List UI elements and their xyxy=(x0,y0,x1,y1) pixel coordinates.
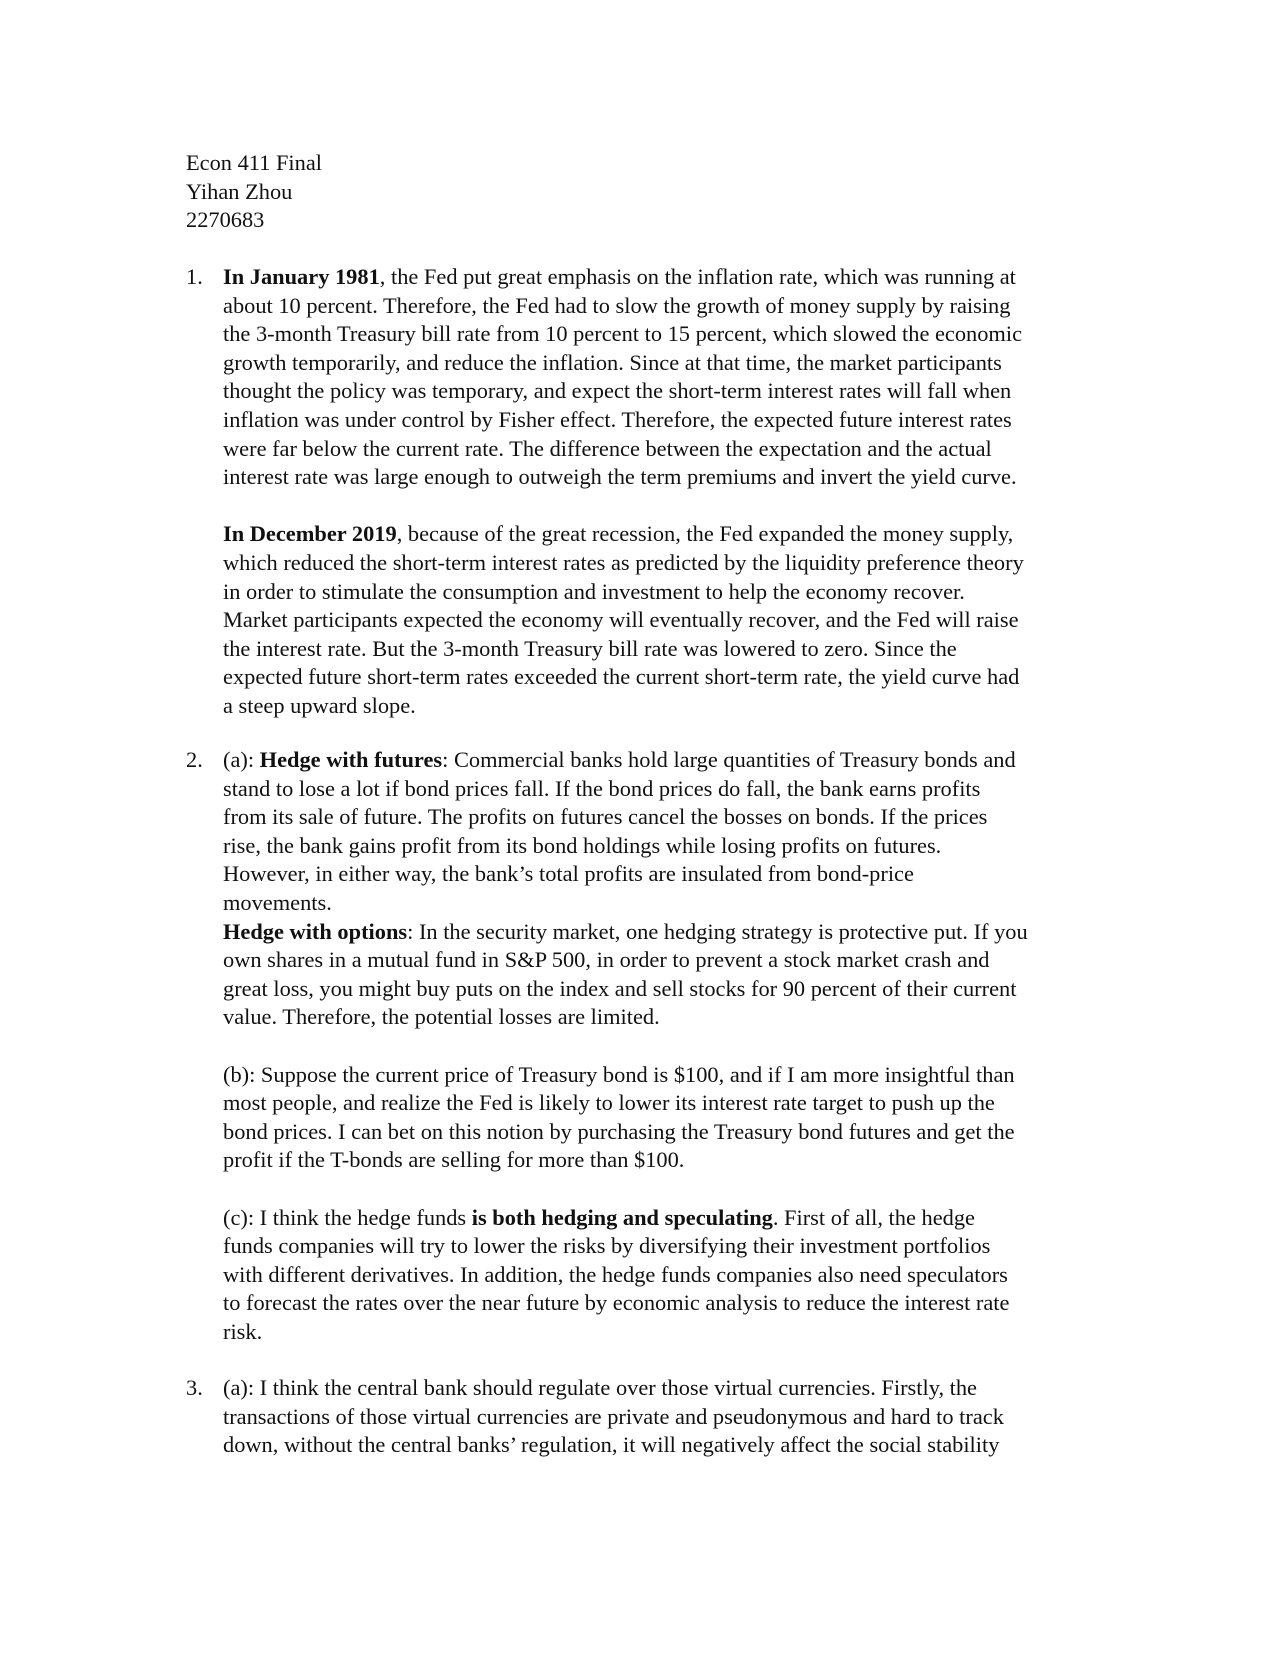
paragraph-line: which reduced the short-term interest rates as predicted by the liquidity preference theory xyxy=(223,549,1024,575)
paragraph-line: rise, the bank gains profit from its bond holdings while losing profits on futures. xyxy=(223,832,942,858)
paragraph-line: profit if the T-bonds are selling for more than $100. xyxy=(223,1147,685,1173)
paragraph-line: to forecast the rates over the near future by economic analysis to reduce the interest rate xyxy=(223,1290,1010,1316)
question-number: 1. xyxy=(186,264,203,289)
subheading: Hedge with futures xyxy=(259,747,443,772)
paragraph-line: (a): Hedge with futures: Commercial banks hold large quantities of Treasury bonds and xyxy=(223,747,1016,772)
paragraph-line: Hedge with options: In the security market, one hedging strategy is protective put. If you xyxy=(223,918,1028,944)
paragraph-line: In January 1981, the Fed put great emphasis on the inflation rate, which was running at xyxy=(223,264,1016,289)
paragraph-line: value. Therefore, the potential losses are limited. xyxy=(223,1004,660,1030)
question-number: 2. xyxy=(186,747,203,772)
student-id: 2270683 xyxy=(186,207,265,233)
question-number: 3. xyxy=(186,1375,203,1400)
subheading: Hedge with options xyxy=(223,918,408,944)
paragraph-line: (c): I think the hedge funds is both hedging and speculating. First of all, the hedge xyxy=(223,1204,975,1230)
paragraph-line: transactions of those virtual currencies are private and pseudonymous and hard to track xyxy=(223,1403,1004,1429)
paragraph-line: own shares in a mutual fund in S&P 500, in order to prevent a stock market crash and xyxy=(223,947,990,973)
paragraph-line: (b): Suppose the current price of Treasury bond is $100, and if I am more insightful than xyxy=(223,1061,1015,1087)
paragraph-line: In December 2019, because of the great recession, the Fed expanded the money supply, xyxy=(223,521,1014,547)
paragraph-line: Market participants expected the economy will eventually recover, and the Fed will raise xyxy=(223,607,1019,633)
date-heading: In January 1981 xyxy=(223,264,380,289)
paragraph-line: down, without the central banks’ regulation, it will negatively affect the social stability xyxy=(223,1432,1000,1458)
paragraph-line: with different derivatives. In addition, the hedge funds companies also need speculators xyxy=(223,1261,1008,1287)
paragraph-line: thought the policy was temporary, and expect the short-term interest rates will fall when xyxy=(223,378,1012,404)
paragraph-line: growth temporarily, and reduce the inflation. Since at that time, the market participants xyxy=(223,349,1002,375)
paragraph-line: the 3-month Treasury bill rate from 10 percent to 15 percent, which slowed the economic xyxy=(223,321,1023,347)
paragraph-line: bond prices. I can bet on this notion by purchasing the Treasury bond futures and get the xyxy=(223,1118,1015,1144)
paragraph-line: movements. xyxy=(223,889,332,915)
document-header xyxy=(186,149,1086,235)
course-title: Econ 411 Final xyxy=(186,150,322,175)
paragraph-line: most people, and realize the Fed is likely to lower its interest rate target to push up the xyxy=(223,1090,995,1116)
paragraph-line: the interest rate. But the 3-month Treasury bill rate was lowered to zero. Since the xyxy=(223,635,957,661)
paragraph-line: in order to stimulate the consumption and investment to help the economy recover. xyxy=(223,578,965,604)
emphasis: is both hedging and speculating xyxy=(471,1204,773,1230)
paragraph-line: inflation was under control by Fisher effect. Therefore, the expected future interest rates xyxy=(223,406,1012,432)
paragraph-line: great loss, you might buy puts on the index and sell stocks for 90 percent of their current xyxy=(223,975,1017,1001)
paragraph-line: from its sale of future. The profits on futures cancel the bosses on bonds. If the prices xyxy=(223,804,988,830)
paragraph-line: a steep upward slope. xyxy=(223,692,416,718)
paragraph-line: funds companies will try to lower the risks by diversifying their investment portfolios xyxy=(223,1233,991,1259)
paragraph-line: expected future short-term rates exceeded the current short-term rate, the yield curve had xyxy=(223,664,1020,690)
date-heading: In December 2019 xyxy=(223,521,397,547)
paragraph-line: stand to lose a lot if bond prices fall. If the bond prices do fall, the bank earns profits xyxy=(223,775,981,801)
student-name: Yihan Zhou xyxy=(186,178,293,204)
paragraph-line: risk. xyxy=(223,1318,263,1344)
answer-body xyxy=(223,263,1123,721)
paragraph-line: However, in either way, the bank’s total profits are insulated from bond-price xyxy=(223,861,914,887)
paragraph-line: about 10 percent. Therefore, the Fed had to slow the growth of money supply by raising xyxy=(223,292,1011,318)
paragraph-line: were far below the current rate. The difference between the expectation and the actual xyxy=(223,435,992,461)
answer-body xyxy=(223,746,1123,1346)
paragraph-line: interest rate was large enough to outweigh the term premiums and invert the yield curve. xyxy=(223,464,1017,490)
answer-body xyxy=(223,1374,1123,1460)
paragraph-line: (a): I think the central bank should regulate over those virtual currencies. Firstly, the xyxy=(223,1375,977,1400)
